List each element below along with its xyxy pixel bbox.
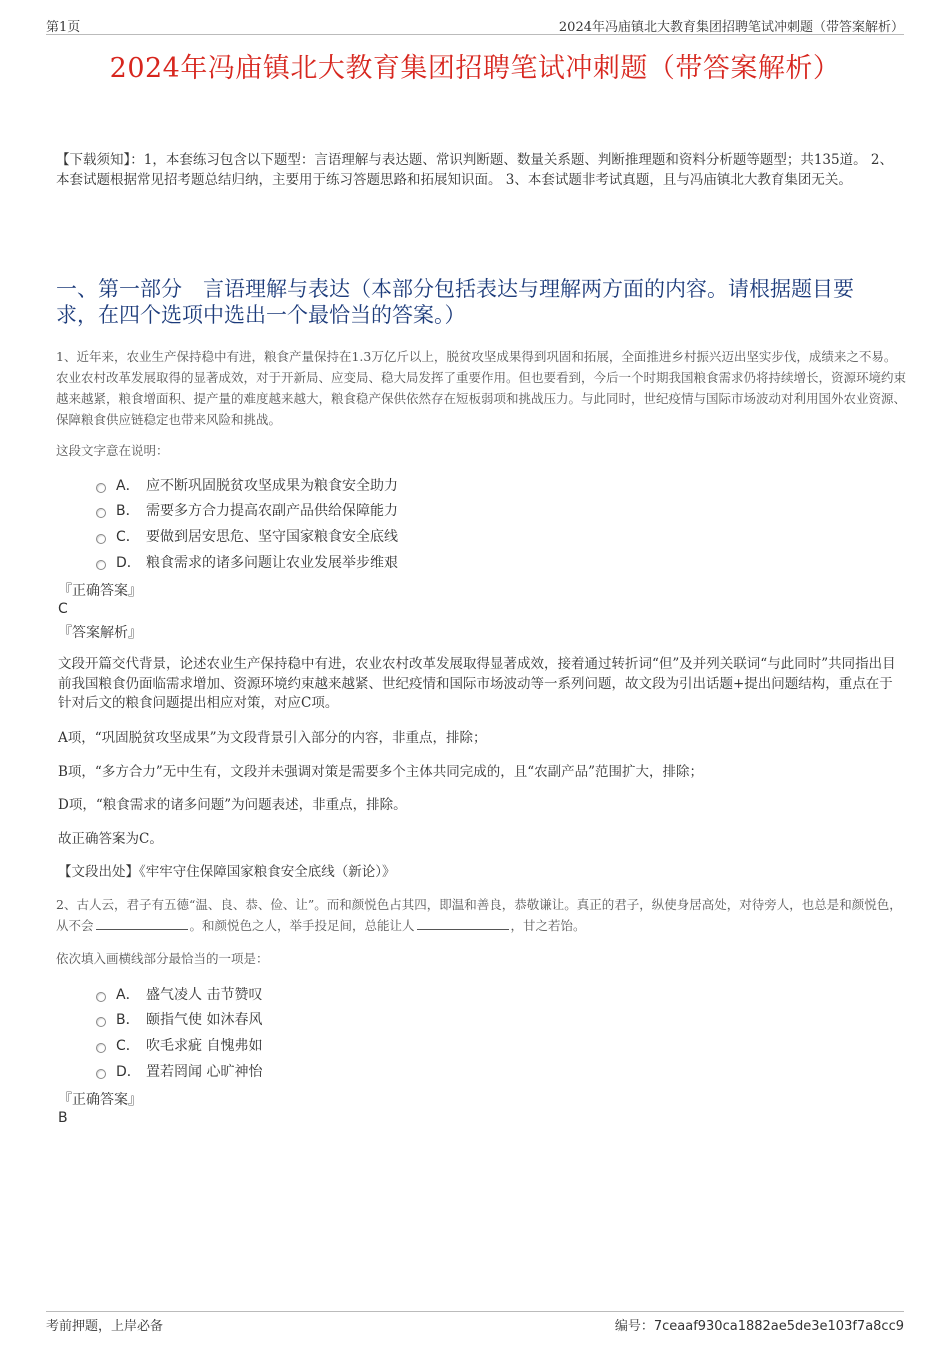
question-2-prompt: 依次填入画横线部分最恰当的一项是： (56, 951, 269, 966)
radio-icon[interactable] (96, 534, 106, 544)
analysis-conclusion: 故正确答案为C。 (58, 831, 163, 847)
option-text: 要做到居安思危、坚守国家粮食安全底线 (146, 528, 398, 545)
option-text: 颐指气使 如沐春风 (146, 1012, 263, 1029)
option-text: 应不断巩固脱贫攻坚成果为粮食安全助力 (146, 477, 398, 494)
correct-answer-label: 『正确答案』 (58, 583, 142, 599)
analysis-option-d: D项，“粮食需求的诸多问题”为问题表述，非重点，排除。 (58, 797, 407, 813)
option-b[interactable]: B． 颐指气使 如沐春风 (96, 1007, 262, 1033)
radio-icon[interactable] (96, 992, 106, 1002)
option-d[interactable]: D． 置若罔闻 心旷神怡 (96, 1058, 262, 1084)
analysis-option-a: A项，“巩固脱贫攻坚成果”为文段背景引入部分的内容，非重点，排除； (58, 730, 487, 746)
fill-blank-2[interactable] (417, 917, 509, 930)
option-c[interactable]: C． 吹毛求疵 自愧弗如 (96, 1032, 262, 1058)
radio-icon[interactable] (96, 1017, 106, 1027)
radio-icon[interactable] (96, 1043, 106, 1053)
page-footer (46, 1311, 904, 1334)
correct-answer-label: 『正确答案』 (58, 1092, 142, 1108)
question-1-options (96, 472, 398, 574)
page-number: 第1页 (46, 20, 81, 35)
option-text: 置若罔闻 心旷神怡 (146, 1063, 263, 1080)
option-a[interactable]: A． 应不断巩固脱贫攻坚成果为粮食安全助力 (96, 472, 398, 498)
correct-answer-value: C (58, 601, 68, 617)
analysis-option-b: B项，“多方合力”无中生有，文段并未强调对策是需要多个主体共同完成的，且“农副产品”范围扩大，排除； (58, 764, 704, 780)
page-title: 2024年冯庙镇北大教育集团招聘笔试冲刺题（带答案解析） (109, 53, 841, 84)
analysis-text: 文段开篇交代背景，论述农业生产保持稳中有进，农业农村改革发展取得显著成效，接着通过转折词“但”及并列关联词“与此同时”共同指出目前我国粮食仍面临需求增加、资源环境约束越来越紧、世纪疫情和国际市场波动等一系列问题，故文段为引出话题+提出问题结构，重点在于针对后文的粮食问题提出相应对策，对应C项。 (58, 656, 896, 711)
section-heading: 一、第一部分 言语理解与表达（本部分包括表达与理解两方面的内容。请根据题目要求，在四个选项中选出一个最恰当的答案。） (56, 277, 854, 327)
question-2-options (96, 981, 262, 1083)
footer-slogan: 考前押题，上岸必备 (46, 1319, 164, 1334)
question-2-text: 2、古人云，君子有五德“温、良、恭、俭、让”。而和颜悦色占其四，即温和善良，恭敬谦让。真正的君子，纵使身居高处，对待旁人，也总是和颜悦色，从不会 。和颜悦色之人，举手投足间，总能让人 ，甘之若饴。 (56, 897, 902, 933)
option-b[interactable]: B． 需要多方合力提高农副产品供给保障能力 (96, 498, 398, 524)
header-doc-title: 2024年冯庙镇北大教育集团招聘笔试冲刺题（带答案解析） (558, 20, 904, 35)
option-text: 需要多方合力提高农副产品供给保障能力 (146, 503, 398, 520)
fill-blank-1[interactable] (96, 917, 188, 930)
correct-answer-value: B (58, 1110, 68, 1126)
radio-icon[interactable] (96, 560, 106, 570)
question-1-prompt: 这段文字意在说明： (56, 443, 169, 458)
analysis-label: 『答案解析』 (58, 625, 142, 641)
radio-icon[interactable] (96, 483, 106, 493)
option-c[interactable]: C． 要做到居安思危、坚守国家粮食安全底线 (96, 523, 398, 549)
passage-source: 【文段出处】《牢牢守住保障国家粮食安全底线（新论）》 (58, 864, 396, 880)
radio-icon[interactable] (96, 1069, 106, 1079)
option-a[interactable]: A． 盛气凌人 击节赞叹 (96, 981, 262, 1007)
document-id: 编号：7ceaaf930ca1882ae5de3e103f7a8cc9 (614, 1319, 904, 1334)
download-notice: 【下载须知】：1，本套练习包含以下题型：言语理解与表达题、常识判断题、数量关系题、判断推理题和资料分析题等题型；共135道。 2、本套试题根据常见招考题总结归纳，主要用于练习答题思路和拓展知识面。 3、本套试题非考试真题，且与冯庙镇北大教育集团无关。 (56, 152, 893, 188)
option-text: 粮食需求的诸多问题让农业发展举步维艰 (146, 554, 398, 571)
option-d[interactable]: D． 粮食需求的诸多问题让农业发展举步维艰 (96, 549, 398, 575)
radio-icon[interactable] (96, 508, 106, 518)
question-1-text: 1、近年来，农业生产保持稳中有进，粮食产量保持在1.3万亿斤以上，脱贫攻坚成果得到巩固和拓展，全面推进乡村振兴迈出坚实步伐，成绩来之不易。农业农村改革发展取得的显著成效，对于开新局、应变局、稳大局发挥了重要作用。但也要看到，今后一个时期我国粮食需求仍将持续增长，资源环境约束越来越紧，粮食增面积、提产量的难度越来越大，粮食稳产保供依然存在短板弱项和挑战压力。与此同时，世纪疫情与国际市场波动对利用国外农业资源、保障粮食供应链稳定也带来风险和挑战。 (56, 349, 907, 427)
page-header (46, 14, 904, 35)
option-text: 盛气凌人 击节赞叹 (146, 986, 263, 1003)
option-text: 吹毛求疵 自愧弗如 (146, 1037, 263, 1054)
